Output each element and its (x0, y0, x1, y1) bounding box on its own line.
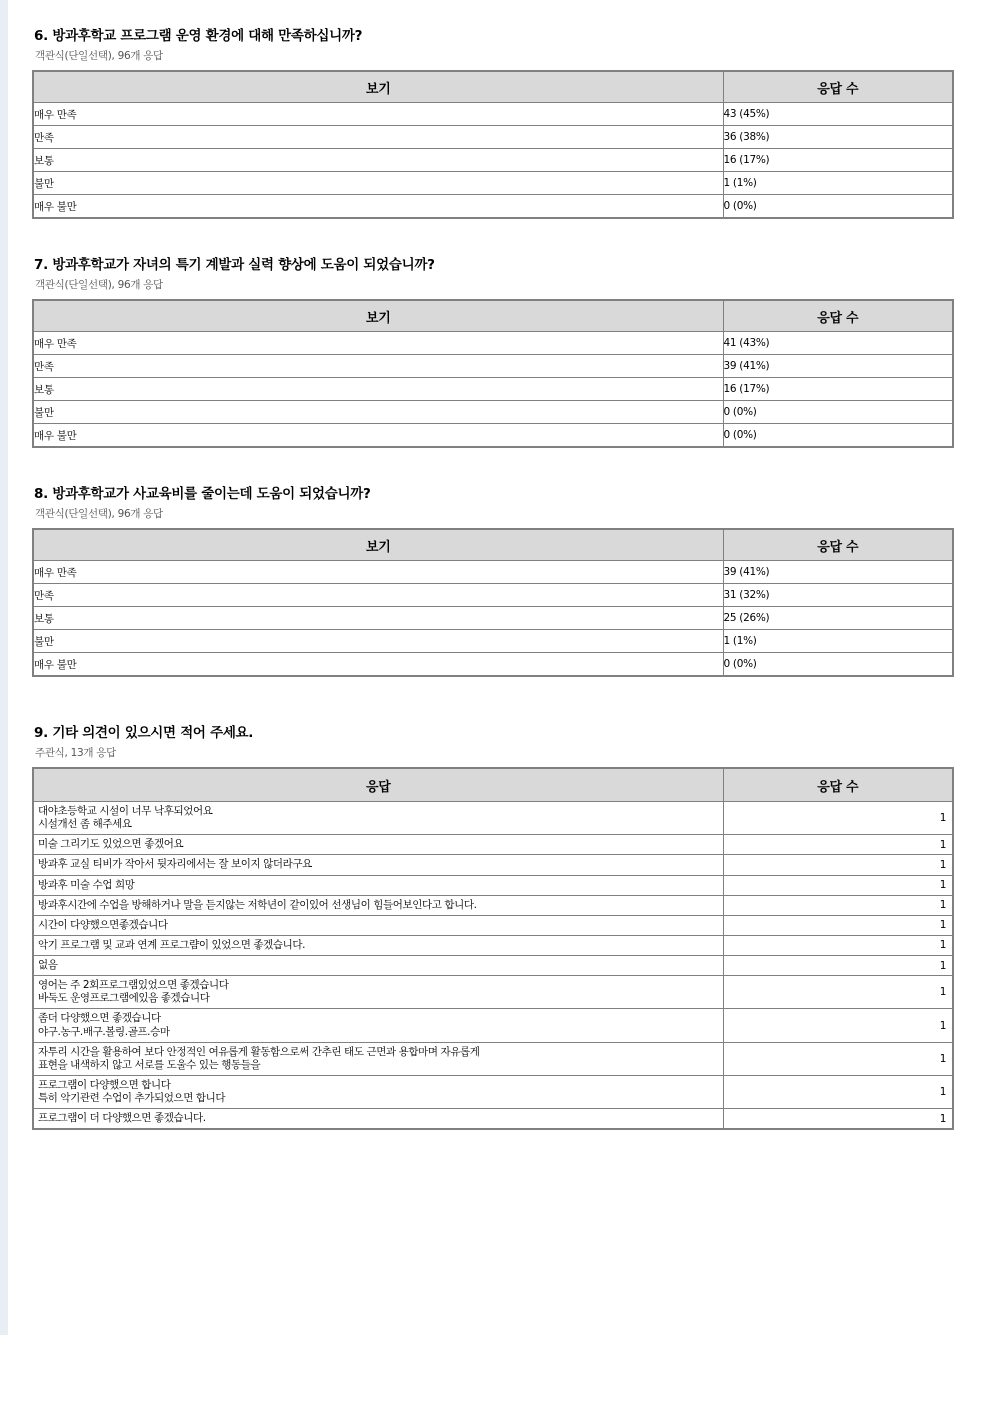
table-row (33, 126, 953, 149)
response-count: 1 (723, 802, 953, 835)
option-label: 매우 불만 (33, 653, 723, 677)
table-row (33, 1042, 953, 1075)
answer-line: 프로그램이 다양했으면 합니다 (38, 1078, 171, 1091)
option-label: 불만 (33, 172, 723, 195)
question-meta: 주관식, 13개 응답 (35, 747, 116, 759)
question-block-7 (32, 253, 962, 448)
option-label: 보통 (33, 149, 723, 172)
response-count: 0 (0%) (723, 195, 953, 219)
column-header-count: 응답 수 (723, 768, 953, 802)
table-row (33, 956, 953, 976)
results-table (32, 299, 954, 448)
answer-line: 좀더 다양했으면 좋겠습니다 (38, 1012, 161, 1025)
answer-line: 시간이 다양했으면좋겠습니다 (38, 918, 168, 931)
column-header-option: 보기 (33, 71, 723, 103)
response-count: 39 (41%) (723, 355, 953, 378)
response-count: 1 (723, 1009, 953, 1042)
response-count: 16 (17%) (723, 149, 953, 172)
response-count: 1 (723, 976, 953, 1009)
response-count: 0 (0%) (723, 424, 953, 448)
answer-text (33, 1009, 723, 1042)
answer-line: 프로그램이 더 다양했으면 좋겠습니다. (38, 1112, 206, 1125)
table-row (33, 149, 953, 172)
answer-text (33, 915, 723, 935)
table-row (33, 835, 953, 855)
column-header-count: 응답 수 (723, 71, 953, 103)
answer-line: 없음 (38, 959, 58, 971)
answer-text (33, 875, 723, 895)
question-title: 9. 기타 의견이 있으시면 적어 주세요. (34, 725, 254, 741)
answer-text (33, 1075, 723, 1108)
table-row (33, 424, 953, 448)
table-row (33, 378, 953, 401)
table-row (33, 607, 953, 630)
answer-line: 자투리 시간을 활용하여 보다 안정적인 여유롭게 활동함으로써 간추린 태도 근면과 용합마며 자유롭게 (38, 1045, 480, 1058)
response-count: 43 (45%) (723, 103, 953, 126)
answer-line: 표현을 내색하지 않고 서로를 도울수 있는 행동들을 (38, 1058, 261, 1071)
answer-line: 방과후시간에 수업을 방해하거나 말을 듣지않는 저학년이 같이있어 선생님이 힘들어보인다고 합니다. (38, 898, 477, 911)
question-block-9 (32, 721, 962, 1130)
option-label: 매우 만족 (33, 103, 723, 126)
results-table (32, 528, 954, 677)
table-row (33, 976, 953, 1009)
option-label: 만족 (33, 584, 723, 607)
report-content (32, 24, 962, 1130)
column-header-option: 보기 (33, 300, 723, 332)
response-count: 1 (723, 1075, 953, 1108)
table-row (33, 895, 953, 915)
answer-text (33, 835, 723, 855)
left-edge-rail (0, 0, 8, 1335)
answer-line: 시설개선 좀 해주세요 (38, 818, 132, 831)
question-meta: 객관식(단일선택), 96개 응답 (35, 50, 163, 62)
response-count: 31 (32%) (723, 584, 953, 607)
question-meta: 객관식(단일선택), 96개 응답 (35, 508, 163, 520)
answer-line: 특히 악기관련 수업이 추가되었으면 합니다 (38, 1092, 226, 1104)
table-row (33, 584, 953, 607)
table-row (33, 195, 953, 219)
answer-line: 바둑도 운영프로그램에있음 좋겠습니다 (38, 992, 210, 1005)
answer-text (33, 1109, 723, 1130)
table-row (33, 401, 953, 424)
response-count: 1 (1%) (723, 630, 953, 653)
answer-text (33, 855, 723, 875)
table-row (33, 355, 953, 378)
table-row (33, 332, 953, 355)
response-count: 1 (723, 935, 953, 955)
option-label: 만족 (33, 355, 723, 378)
answer-line: 방과후 미술 수업 희망 (38, 878, 135, 891)
table-header-row (33, 300, 953, 332)
table-row (33, 1009, 953, 1042)
table-row (33, 172, 953, 195)
response-count: 36 (38%) (723, 126, 953, 149)
option-label: 매우 불만 (33, 424, 723, 448)
answer-line: 악기 프로그램 및 교과 연계 프로그럄이 있었으면 좋겠습니다. (38, 938, 306, 951)
column-header-count: 응답 수 (723, 529, 953, 561)
response-count: 1 (1%) (723, 172, 953, 195)
question-title: 6. 방과후학교 프로그램 운영 환경에 대해 만족하십니까? (34, 28, 363, 44)
response-count: 16 (17%) (723, 378, 953, 401)
question-meta: 객관식(단일선택), 96개 응답 (35, 279, 163, 291)
answer-text (33, 1042, 723, 1075)
column-header-answer: 응답 (33, 768, 723, 802)
option-label: 보통 (33, 607, 723, 630)
freetext-results-table (32, 767, 954, 1130)
answer-line: 미술 그리기도 있었으면 좋겠어요 (38, 838, 184, 851)
table-row (33, 630, 953, 653)
table-header-row (33, 529, 953, 561)
table-row (33, 103, 953, 126)
response-count: 1 (723, 956, 953, 976)
question-block-6 (32, 24, 962, 219)
response-count: 1 (723, 1109, 953, 1130)
response-count: 25 (26%) (723, 607, 953, 630)
response-count: 1 (723, 835, 953, 855)
question-block-8 (32, 482, 962, 677)
option-label: 매우 불만 (33, 195, 723, 219)
table-row (33, 653, 953, 677)
answer-text (33, 935, 723, 955)
option-label: 매우 만족 (33, 332, 723, 355)
option-label: 불만 (33, 401, 723, 424)
column-header-option: 보기 (33, 529, 723, 561)
option-label: 만족 (33, 126, 723, 149)
answer-text (33, 976, 723, 1009)
response-count: 0 (0%) (723, 653, 953, 677)
results-table (32, 70, 954, 219)
answer-line: 야구.농구.배구.볼링.골프.승마 (38, 1025, 170, 1038)
table-row (33, 1075, 953, 1108)
answer-text (33, 956, 723, 976)
table-row (33, 875, 953, 895)
question-title: 7. 방과후학교가 자녀의 특기 계발과 실력 향상에 도움이 되었습니까? (34, 257, 435, 273)
answer-text (33, 802, 723, 835)
response-count: 1 (723, 895, 953, 915)
option-label: 매우 만족 (33, 561, 723, 584)
column-header-count: 응답 수 (723, 300, 953, 332)
question-title: 8. 방과후학교가 사교육비를 줄이는데 도움이 되었습니까? (34, 486, 371, 502)
option-label: 불만 (33, 630, 723, 653)
response-count: 1 (723, 855, 953, 875)
response-count: 1 (723, 875, 953, 895)
response-count: 41 (43%) (723, 332, 953, 355)
response-count: 39 (41%) (723, 561, 953, 584)
table-row (33, 1109, 953, 1130)
option-label: 보통 (33, 378, 723, 401)
table-header-row (33, 768, 953, 802)
answer-line: 대야초등학교 시설이 너무 낙후되었어요 (38, 805, 213, 817)
table-row (33, 561, 953, 584)
response-count: 1 (723, 1042, 953, 1075)
response-count: 0 (0%) (723, 401, 953, 424)
answer-line: 방과후 교실 티비가 작아서 뒷자리에서는 잘 보이지 않더라구요 (38, 858, 312, 871)
table-header-row (33, 71, 953, 103)
table-row (33, 935, 953, 955)
answer-line: 영어는 주 2회프로그램있었으면 좋겠습니다 (38, 979, 229, 992)
table-row (33, 855, 953, 875)
table-row (33, 802, 953, 835)
table-row (33, 915, 953, 935)
response-count: 1 (723, 915, 953, 935)
answer-text (33, 895, 723, 915)
